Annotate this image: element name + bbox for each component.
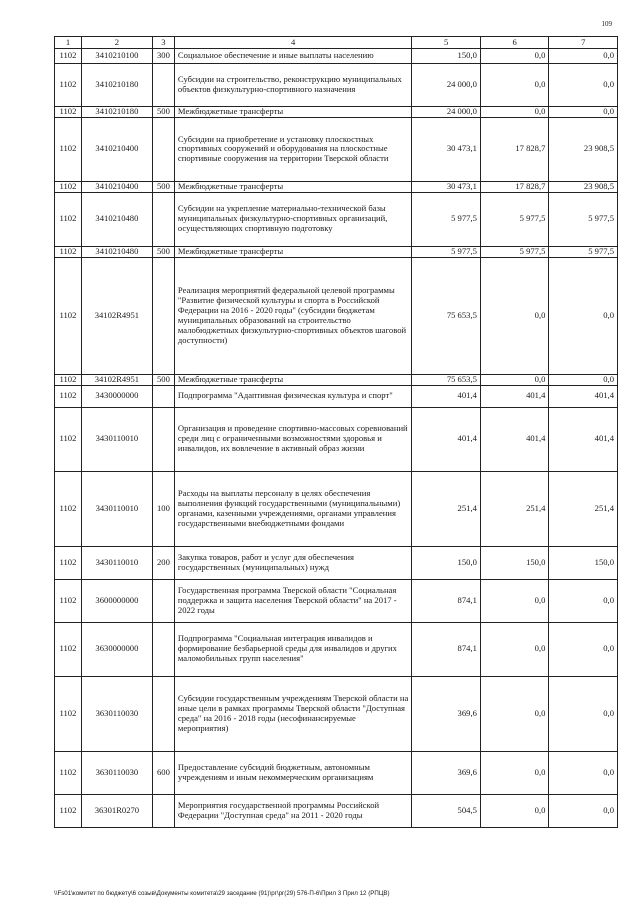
item-name-cell: Расходы на выплаты персоналу в целях обеспечения выполнения функций государственными (муниципальными) органами, казенными учреждениями, органами управления государственными внебюджетными фондами bbox=[174, 471, 411, 546]
expense-type-cell bbox=[152, 385, 174, 407]
table-row bbox=[55, 794, 618, 827]
amount-col7-cell: 0,0 bbox=[549, 64, 618, 107]
target-article-cell: 3410210180 bbox=[81, 64, 152, 107]
budget-table bbox=[54, 36, 618, 828]
item-name-cell: Реализация мероприятий федеральной целевой программы "Развитие физической культуры и спорта в Российской Федерации на 2016 - 2020 годы" (субсидии бюджетам муниципальных образований на строительство малобюджетных физкультурно-спортивных объектов шаговой доступности) bbox=[174, 257, 411, 374]
item-name-cell: Субсидии на укрепление материально-технической базы муниципальных физкультурно-спортивных организаций, осуществляющих спортивную подготовку bbox=[174, 192, 411, 246]
column-number: 6 bbox=[480, 37, 549, 49]
section-code-cell: 1102 bbox=[55, 374, 82, 385]
target-article-cell: 3410210480 bbox=[81, 192, 152, 246]
amount-col6-cell: 0,0 bbox=[480, 751, 549, 794]
item-name-cell: Межбюджетные трансферты bbox=[174, 374, 411, 385]
item-name-cell: Государственная программа Тверской области "Социальная поддержка и защита населения Тверской области" на 2017 - 2022 годы bbox=[174, 579, 411, 622]
amount-col7-cell: 0,0 bbox=[549, 622, 618, 676]
expense-type-cell: 100 bbox=[152, 471, 174, 546]
column-number: 3 bbox=[152, 37, 174, 49]
item-name-cell: Мероприятия государственной программы Российской Федерации "Доступная среда" на 2011 - 2020 годы bbox=[174, 794, 411, 827]
amount-col7-cell: 5 977,5 bbox=[549, 246, 618, 257]
page-number: 109 bbox=[601, 20, 612, 28]
target-article-cell: 36301R0270 bbox=[81, 794, 152, 827]
section-code-cell: 1102 bbox=[55, 676, 82, 751]
amount-col5-cell: 369,6 bbox=[412, 751, 481, 794]
item-name-cell: Межбюджетные трансферты bbox=[174, 181, 411, 192]
item-name-cell: Субсидии на строительство, реконструкцию муниципальных объектов физкультурно-спортивного назначения bbox=[174, 64, 411, 107]
item-name-cell: Организация и проведение спортивно-массовых соревнований среди лиц с ограниченными возможностями здоровья и инвалидов, их вовлечение в активный образ жизни bbox=[174, 407, 411, 471]
amount-col5-cell: 5 977,5 bbox=[412, 246, 481, 257]
amount-col7-cell: 150,0 bbox=[549, 546, 618, 579]
column-number: 2 bbox=[81, 37, 152, 49]
amount-col6-cell: 401,4 bbox=[480, 385, 549, 407]
amount-col6-cell: 0,0 bbox=[480, 579, 549, 622]
amount-col5-cell: 874,1 bbox=[412, 622, 481, 676]
item-name-cell: Межбюджетные трансферты bbox=[174, 246, 411, 257]
section-code-cell: 1102 bbox=[55, 407, 82, 471]
amount-col6-cell: 0,0 bbox=[480, 49, 549, 64]
amount-col7-cell: 5 977,5 bbox=[549, 192, 618, 246]
amount-col6-cell: 17 828,7 bbox=[480, 181, 549, 192]
amount-col7-cell: 0,0 bbox=[549, 374, 618, 385]
amount-col6-cell: 150,0 bbox=[480, 546, 549, 579]
amount-col6-cell: 0,0 bbox=[480, 64, 549, 107]
amount-col7-cell: 251,4 bbox=[549, 471, 618, 546]
amount-col5-cell: 369,6 bbox=[412, 676, 481, 751]
column-number-row bbox=[55, 37, 618, 49]
amount-col7-cell: 0,0 bbox=[549, 676, 618, 751]
expense-type-cell: 500 bbox=[152, 107, 174, 118]
column-number: 1 bbox=[55, 37, 82, 49]
amount-col5-cell: 401,4 bbox=[412, 407, 481, 471]
table-row bbox=[55, 246, 618, 257]
amount-col7-cell: 401,4 bbox=[549, 385, 618, 407]
expense-type-cell: 500 bbox=[152, 246, 174, 257]
amount-col5-cell: 5 977,5 bbox=[412, 192, 481, 246]
table-row bbox=[55, 407, 618, 471]
expense-type-cell: 600 bbox=[152, 751, 174, 794]
table-row bbox=[55, 622, 618, 676]
target-article-cell: 3410210480 bbox=[81, 246, 152, 257]
section-code-cell: 1102 bbox=[55, 181, 82, 192]
target-article-cell: 3410210400 bbox=[81, 181, 152, 192]
target-article-cell: 3410210400 bbox=[81, 117, 152, 181]
target-article-cell: 3430110010 bbox=[81, 546, 152, 579]
amount-col5-cell: 150,0 bbox=[412, 546, 481, 579]
expense-type-cell bbox=[152, 676, 174, 751]
section-code-cell: 1102 bbox=[55, 49, 82, 64]
amount-col5-cell: 24 000,0 bbox=[412, 64, 481, 107]
section-code-cell: 1102 bbox=[55, 107, 82, 118]
target-article-cell: 34102R4951 bbox=[81, 374, 152, 385]
table-row bbox=[55, 64, 618, 107]
target-article-cell: 3410210180 bbox=[81, 107, 152, 118]
section-code-cell: 1102 bbox=[55, 471, 82, 546]
amount-col6-cell: 401,4 bbox=[480, 407, 549, 471]
section-code-cell: 1102 bbox=[55, 64, 82, 107]
amount-col6-cell: 0,0 bbox=[480, 794, 549, 827]
table-row bbox=[55, 374, 618, 385]
amount-col5-cell: 75 653,5 bbox=[412, 374, 481, 385]
amount-col7-cell: 23 908,5 bbox=[549, 117, 618, 181]
amount-col7-cell: 0,0 bbox=[549, 49, 618, 64]
section-code-cell: 1102 bbox=[55, 246, 82, 257]
section-code-cell: 1102 bbox=[55, 117, 82, 181]
target-article-cell: 3430110010 bbox=[81, 407, 152, 471]
item-name-cell: Субсидии государственным учреждениям Тверской области на иные цели в рамках программы Тверской области "Доступная среда" на 2016 - 2018 годы (несофинансируемые мероприятия) bbox=[174, 676, 411, 751]
amount-col7-cell: 0,0 bbox=[549, 794, 618, 827]
amount-col6-cell: 0,0 bbox=[480, 676, 549, 751]
amount-col6-cell: 0,0 bbox=[480, 257, 549, 374]
section-code-cell: 1102 bbox=[55, 257, 82, 374]
table-row bbox=[55, 471, 618, 546]
item-name-cell: Подпрограмма "Социальная интеграция инвалидов и формирование безбарьерной среды для инвалидов и других маломобильных групп населения" bbox=[174, 622, 411, 676]
amount-col6-cell: 17 828,7 bbox=[480, 117, 549, 181]
file-path-footer: \\Fs01\комитет по бюджету\6 созыв\Документы комитета\29 заседание (91)\рг\рг(29) 576-П-6\Прил 3 Прил 12 (РПЦВ) bbox=[54, 890, 390, 897]
amount-col6-cell: 0,0 bbox=[480, 374, 549, 385]
section-code-cell: 1102 bbox=[55, 579, 82, 622]
item-name-cell: Социальное обеспечение и иные выплаты населению bbox=[174, 49, 411, 64]
target-article-cell: 3630000000 bbox=[81, 622, 152, 676]
section-code-cell: 1102 bbox=[55, 751, 82, 794]
amount-col7-cell: 0,0 bbox=[549, 579, 618, 622]
column-number: 7 bbox=[549, 37, 618, 49]
target-article-cell: 34102R4951 bbox=[81, 257, 152, 374]
amount-col6-cell: 251,4 bbox=[480, 471, 549, 546]
amount-col5-cell: 30 473,1 bbox=[412, 117, 481, 181]
table-row bbox=[55, 579, 618, 622]
section-code-cell: 1102 bbox=[55, 622, 82, 676]
expense-type-cell: 200 bbox=[152, 546, 174, 579]
expense-type-cell: 500 bbox=[152, 181, 174, 192]
target-article-cell: 3600000000 bbox=[81, 579, 152, 622]
amount-col5-cell: 75 653,5 bbox=[412, 257, 481, 374]
amount-col7-cell: 0,0 bbox=[549, 107, 618, 118]
table-row bbox=[55, 751, 618, 794]
target-article-cell: 3410210100 bbox=[81, 49, 152, 64]
amount-col7-cell: 401,4 bbox=[549, 407, 618, 471]
expense-type-cell: 300 bbox=[152, 49, 174, 64]
amount-col7-cell: 0,0 bbox=[549, 257, 618, 374]
target-article-cell: 3630110030 bbox=[81, 676, 152, 751]
section-code-cell: 1102 bbox=[55, 385, 82, 407]
table-row bbox=[55, 117, 618, 181]
amount-col5-cell: 874,1 bbox=[412, 579, 481, 622]
section-code-cell: 1102 bbox=[55, 546, 82, 579]
table-row bbox=[55, 49, 618, 64]
target-article-cell: 3430000000 bbox=[81, 385, 152, 407]
expense-type-cell bbox=[152, 192, 174, 246]
section-code-cell: 1102 bbox=[55, 794, 82, 827]
expense-type-cell bbox=[152, 257, 174, 374]
target-article-cell: 3630110030 bbox=[81, 751, 152, 794]
column-number: 4 bbox=[174, 37, 411, 49]
item-name-cell: Подпрограмма "Адаптивная физическая культура и спорт" bbox=[174, 385, 411, 407]
table-row bbox=[55, 107, 618, 118]
amount-col5-cell: 504,5 bbox=[412, 794, 481, 827]
expense-type-cell bbox=[152, 579, 174, 622]
amount-col5-cell: 150,0 bbox=[412, 49, 481, 64]
item-name-cell: Закупка товаров, работ и услуг для обеспечения государственных (муниципальных) нужд bbox=[174, 546, 411, 579]
table-row bbox=[55, 192, 618, 246]
expense-type-cell bbox=[152, 64, 174, 107]
table-row bbox=[55, 546, 618, 579]
table-row bbox=[55, 181, 618, 192]
target-article-cell: 3430110010 bbox=[81, 471, 152, 546]
amount-col6-cell: 0,0 bbox=[480, 622, 549, 676]
column-number: 5 bbox=[412, 37, 481, 49]
table-row bbox=[55, 676, 618, 751]
amount-col7-cell: 0,0 bbox=[549, 751, 618, 794]
amount-col5-cell: 24 000,0 bbox=[412, 107, 481, 118]
amount-col7-cell: 23 908,5 bbox=[549, 181, 618, 192]
expense-type-cell bbox=[152, 794, 174, 827]
table-row bbox=[55, 257, 618, 374]
amount-col5-cell: 30 473,1 bbox=[412, 181, 481, 192]
expense-type-cell bbox=[152, 622, 174, 676]
table-row bbox=[55, 385, 618, 407]
amount-col5-cell: 401,4 bbox=[412, 385, 481, 407]
item-name-cell: Предоставление субсидий бюджетным, автономным учреждениям и иным некоммерческим организациям bbox=[174, 751, 411, 794]
amount-col5-cell: 251,4 bbox=[412, 471, 481, 546]
item-name-cell: Субсидии на приобретение и установку плоскостных спортивных сооружений и оборудования на плоскостные спортивные сооружения на территории Тверской области bbox=[174, 117, 411, 181]
section-code-cell: 1102 bbox=[55, 192, 82, 246]
amount-col6-cell: 5 977,5 bbox=[480, 246, 549, 257]
amount-col6-cell: 0,0 bbox=[480, 107, 549, 118]
expense-type-cell bbox=[152, 117, 174, 181]
expense-type-cell: 500 bbox=[152, 374, 174, 385]
item-name-cell: Межбюджетные трансферты bbox=[174, 107, 411, 118]
expense-type-cell bbox=[152, 407, 174, 471]
amount-col6-cell: 5 977,5 bbox=[480, 192, 549, 246]
